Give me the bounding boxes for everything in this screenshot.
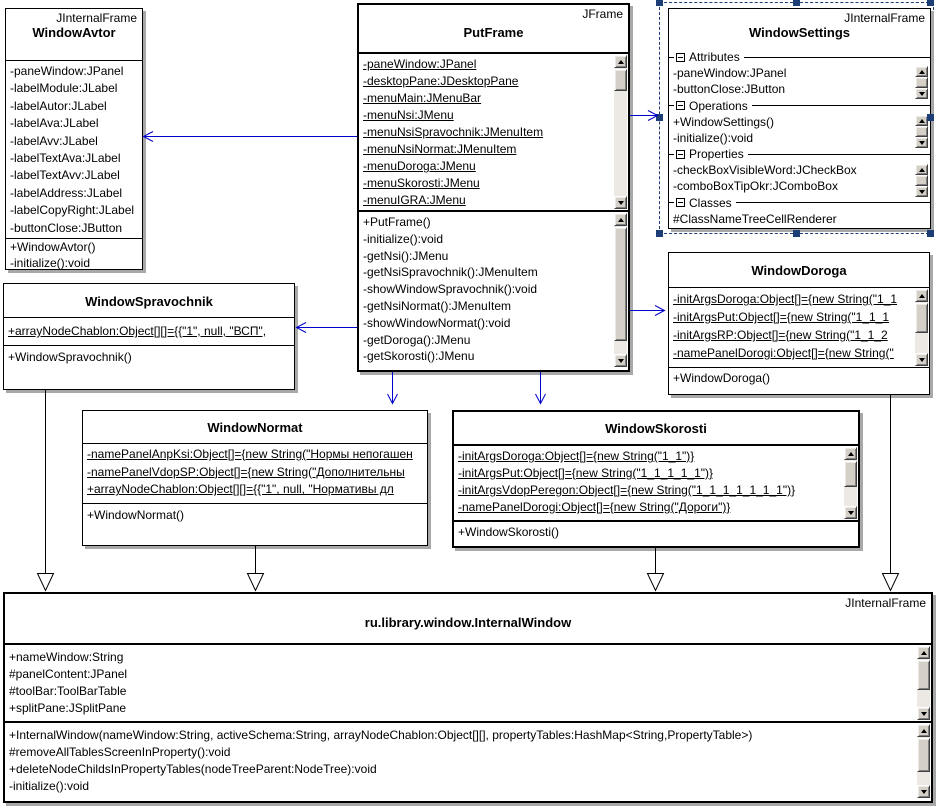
class-window-doroga[interactable] xyxy=(668,252,930,395)
class-name: WindowSkorosti xyxy=(605,421,707,436)
attribute-line: -initArgsPut:Object[]={new String("1_1_1_1_1")} xyxy=(458,466,713,480)
class-put-frame[interactable] xyxy=(357,3,630,372)
class-name: PutFrame xyxy=(463,25,524,40)
attribute-line: -paneWindow:JPanel xyxy=(363,57,477,71)
dependency-putframe-windowspravochnik[interactable] xyxy=(297,323,358,333)
attribute-line: -menuNsi:JMenu xyxy=(363,108,454,122)
attribute-line: -menuIGRA:JMenu xyxy=(363,193,466,207)
attribute-line: #toolBar:ToolBarTable xyxy=(9,684,127,698)
method-line: -getSkorosti():JMenu xyxy=(363,349,475,364)
method-line: -showWindowNormat():void xyxy=(363,315,511,330)
class-header[interactable] xyxy=(83,411,427,443)
scrollbar[interactable] xyxy=(614,55,627,209)
class-window-normat[interactable] xyxy=(82,410,428,546)
attribute-line: +arrayNodeChablon:Object[][]={{"1", null, "ВСП", xyxy=(8,324,267,338)
method-line: +WindowSkorosti() xyxy=(458,525,560,539)
scrollbar[interactable] xyxy=(915,289,928,366)
dependency-putframe-windownormat[interactable] xyxy=(388,372,398,404)
attribute-line: -labelTextAvv:JLabel xyxy=(10,168,120,183)
method-line: -initialize():void xyxy=(363,231,444,246)
class-name: WindowSettings xyxy=(749,25,850,40)
scroll-up-button[interactable] xyxy=(844,447,857,460)
scroll-down-button[interactable] xyxy=(917,707,930,720)
classes-compartment xyxy=(669,211,930,227)
attributes-compartment xyxy=(454,444,858,520)
attribute-line: -labelCopyRight:JLabel xyxy=(10,203,135,218)
attribute-line: -initArgsVdopPeregon:Object[]={new String("1_1_1_1_1_1_1")} xyxy=(458,483,796,497)
class-name: WindowSpravochnik xyxy=(85,294,213,309)
class-name: WindowDoroga xyxy=(751,263,847,278)
scrollbar[interactable] xyxy=(917,646,930,720)
section-label: Properties xyxy=(689,147,744,162)
scroll-up-button[interactable] xyxy=(614,213,627,226)
scrollbar[interactable] xyxy=(844,447,857,519)
property-line: -checkBoxVisibleWord:JCheckBox xyxy=(673,163,857,178)
class-header[interactable] xyxy=(4,284,294,317)
scroll-down-button[interactable] xyxy=(915,353,928,366)
attributes-compartment xyxy=(359,52,628,210)
scrollbar-thumb[interactable] xyxy=(844,461,857,487)
method-line: +WindowSettings() xyxy=(673,114,775,129)
scroll-up-button[interactable] xyxy=(915,66,928,77)
scrollbar-thumb[interactable] xyxy=(915,77,928,88)
class-header[interactable] xyxy=(6,9,142,60)
operations-compartment xyxy=(669,114,930,147)
attributes-compartment xyxy=(6,60,142,238)
dependency-putframe-windowdoroga[interactable] xyxy=(630,306,665,316)
attribute-line: -namePanelDorogi:Object[]={new String(" xyxy=(673,346,894,360)
attribute-line: -menuDoroga:JMenu xyxy=(363,159,476,173)
inheritance-windownormat-internalwindow[interactable] xyxy=(248,546,264,591)
scrollbar-thumb[interactable] xyxy=(915,175,928,186)
class-window-skorosti[interactable] xyxy=(452,410,860,548)
scroll-down-button[interactable] xyxy=(614,354,627,367)
class-window-settings[interactable] xyxy=(668,8,931,229)
class-header[interactable] xyxy=(5,594,931,643)
inheritance-windowspravochnik-internalwindow[interactable] xyxy=(38,390,54,591)
attributes-compartment xyxy=(83,443,427,503)
class-name: WindowAvtor xyxy=(32,25,116,40)
attribute-line: -buttonClose:JButton xyxy=(10,220,123,235)
method-line: +deleteNodeChildsInPropertyTables(nodeTreeParent:NodeTree):void xyxy=(9,762,377,776)
scroll-up-button[interactable] xyxy=(915,164,928,175)
method-line: -showWindowSpravochnik():void xyxy=(363,282,538,297)
scroll-down-button[interactable] xyxy=(614,196,627,209)
method-line: +WindowDoroga() xyxy=(673,371,771,385)
collapse-icon[interactable] xyxy=(676,101,685,110)
attribute-line: -labelTextAva:JLabel xyxy=(10,151,121,166)
section-header-properties xyxy=(669,146,930,162)
attributes-compartment xyxy=(4,317,294,345)
scrollbar-thumb[interactable] xyxy=(915,303,928,333)
selection-handle[interactable] xyxy=(793,0,800,6)
method-line: -getNsi():JMenu xyxy=(363,248,449,263)
scroll-down-button[interactable] xyxy=(915,137,928,148)
scrollbar-thumb[interactable] xyxy=(614,69,627,91)
class-window-avtor[interactable] xyxy=(5,8,143,270)
scrollbar-thumb[interactable] xyxy=(614,227,627,341)
section-label: Operations xyxy=(689,98,748,113)
dependency-putframe-windowskorosti[interactable] xyxy=(536,372,546,404)
property-line: -comboBoxTipOkr:JComboBox xyxy=(673,179,838,194)
attribute-line: -menuMain:JMenuBar xyxy=(363,91,482,105)
attribute-line: -labelAddress:JLabel xyxy=(10,185,123,200)
method-line: +WindowSpravochnik() xyxy=(8,350,132,364)
class-internal-window[interactable] xyxy=(3,592,933,803)
selection-handle[interactable] xyxy=(656,230,663,237)
attribute-line: -initArgsRP:Object[]={new String("1_1_2 xyxy=(673,328,888,342)
collapse-icon[interactable] xyxy=(676,53,685,62)
section-header-classes xyxy=(669,195,930,211)
attributes-compartment xyxy=(669,65,930,98)
stereotype-label: JFrame xyxy=(582,7,623,21)
properties-compartment xyxy=(669,162,930,195)
inheritance-windowskorosti-internalwindow[interactable] xyxy=(648,548,664,591)
inheritance-windowdoroga-internalwindow[interactable] xyxy=(883,395,899,591)
attribute-line: -paneWindow:JPanel xyxy=(10,64,124,78)
class-window-spravochnik[interactable] xyxy=(3,283,295,390)
scrollbar-thumb[interactable] xyxy=(915,126,928,137)
scrollbar-thumb[interactable] xyxy=(917,738,930,772)
attributes-compartment xyxy=(5,643,931,721)
attribute-line: -labelModule:JLabel xyxy=(10,81,118,96)
attribute-line: -initArgsDoroga:Object[]={new String("1_1")} xyxy=(458,449,695,463)
attribute-line: +nameWindow:String xyxy=(9,650,124,664)
section-label: Classes xyxy=(689,195,732,210)
attribute-line: +arrayNodeChablon:Object[][]={{"1", null, "Нормативы дл xyxy=(87,482,394,497)
stereotype-label: JInternalFrame xyxy=(845,596,926,610)
stereotype-label: JInternalFrame xyxy=(56,11,137,25)
scrollbar[interactable] xyxy=(614,213,627,367)
methods-compartment xyxy=(359,210,628,368)
scroll-down-button[interactable] xyxy=(915,88,928,99)
attribute-line: -menuNsiSpravochnik:JMenuItem xyxy=(363,125,544,139)
attribute-line: -initArgsPut:Object[]={new String("1_1_1 xyxy=(673,310,890,324)
selection-handle[interactable] xyxy=(927,230,934,237)
section-label: Attributes xyxy=(689,50,740,64)
attribute-line: -menuSkorosti:JMenu xyxy=(363,176,480,190)
methods-compartment xyxy=(4,345,294,389)
method-line: +WindowNormat() xyxy=(87,508,185,522)
dependency-putframe-windowsettings[interactable] xyxy=(630,111,658,121)
scroll-down-button[interactable] xyxy=(917,785,930,798)
methods-compartment xyxy=(5,721,931,799)
methods-compartment xyxy=(669,367,929,394)
method-line: +WindowAvtor() xyxy=(10,240,96,254)
attribute-line: -buttonClose:JButton xyxy=(673,82,786,97)
method-line: -initialize():void xyxy=(673,130,754,145)
class-name: WindowNormat xyxy=(207,420,303,435)
method-line: +PutFrame() xyxy=(363,215,431,229)
attribute-line: -paneWindow:JPanel xyxy=(673,66,787,80)
method-line: -getNsiNormat():JMenuItem xyxy=(363,298,512,313)
scrollbar[interactable] xyxy=(915,66,928,99)
attribute-line: -namePanelDorogi:Object[]={new String("Дороги")} xyxy=(458,500,731,514)
attribute-line: +splitPane:JSplitPane xyxy=(9,701,127,715)
selection-handle[interactable] xyxy=(927,114,934,121)
attribute-line: -labelAvv:JLabel xyxy=(10,133,98,148)
collapse-icon[interactable] xyxy=(676,198,685,207)
selection-handle[interactable] xyxy=(927,0,934,6)
class-line: #ClassNameTreeCellRenderer xyxy=(673,211,837,226)
scroll-down-button[interactable] xyxy=(915,186,928,197)
method-line: -initialize():void xyxy=(10,255,91,270)
attribute-line: -labelAva:JLabel xyxy=(10,116,99,131)
scrollbar[interactable] xyxy=(917,724,930,798)
methods-compartment xyxy=(454,520,858,546)
class-header[interactable] xyxy=(669,253,929,287)
scroll-up-button[interactable] xyxy=(614,55,627,68)
scroll-up-button[interactable] xyxy=(917,646,930,659)
scroll-up-button[interactable] xyxy=(917,724,930,737)
scroll-up-button[interactable] xyxy=(915,289,928,302)
method-line: -getDoroga():JMenu xyxy=(363,332,471,347)
section-header-operations xyxy=(669,98,930,114)
method-line: #removeAllTablesScreenInProperty():void xyxy=(9,745,231,759)
methods-compartment xyxy=(83,503,427,545)
scrollbar-thumb[interactable] xyxy=(917,660,930,690)
dependency-putframe-windowavtor[interactable] xyxy=(144,132,358,142)
class-header[interactable] xyxy=(669,9,930,49)
attributes-compartment xyxy=(669,287,929,367)
method-line: +InternalWindow(nameWindow:String, activeSchema:String, arrayNodeChablon:Object[][], propertyTables:HashMap<String,PropertyTable>) xyxy=(9,728,753,742)
methods-compartment xyxy=(6,238,142,271)
class-name: ru.library.window.InternalWindow xyxy=(364,615,572,630)
class-header[interactable] xyxy=(359,5,628,52)
stereotype-label: JInternalFrame xyxy=(844,11,925,25)
attribute-line: -initArgsDoroga:Object[]={new String("1_1 xyxy=(673,292,898,306)
attribute-line: -namePanelAnpKsi:Object[]={new String("Нормы непогашен xyxy=(87,447,413,461)
attribute-line: -namePanelVdopSP:Object[]={new String("Дополнительны xyxy=(87,464,405,479)
scroll-down-button[interactable] xyxy=(844,506,857,519)
section-header-attributes xyxy=(669,49,930,65)
method-line: -initialize():void xyxy=(9,779,90,793)
selection-handle[interactable] xyxy=(793,230,800,237)
method-line: -getNsiSpravochnik():JMenuItem xyxy=(363,265,538,280)
class-header[interactable] xyxy=(454,412,858,444)
attribute-line: -desktopPane:JDesktopPane xyxy=(363,74,519,88)
selection-handle[interactable] xyxy=(656,114,663,121)
selection-handle[interactable] xyxy=(656,0,663,6)
attribute-line: #panelContent:JPanel xyxy=(9,667,128,681)
attribute-line: -menuNsiNormat:JMenuItem xyxy=(363,142,517,156)
collapse-icon[interactable] xyxy=(676,150,685,159)
attribute-line: -labelAutor:JLabel xyxy=(10,98,107,113)
scrollbar[interactable] xyxy=(915,164,928,197)
